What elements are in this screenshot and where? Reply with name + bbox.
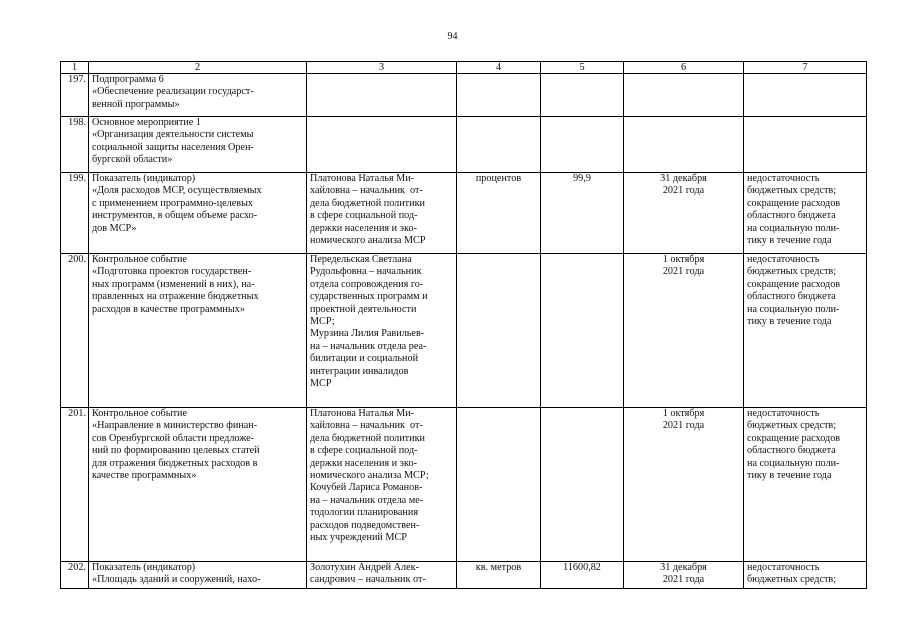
deadline-cell <box>624 117 744 173</box>
risk-line: недостаточность <box>747 254 820 265</box>
risks-cell <box>744 254 867 408</box>
risk-line: бюджетных средств; <box>747 185 837 197</box>
risk-line: тику в течение года <box>747 470 832 482</box>
responsible-line: дела бюджетной политики <box>310 432 425 444</box>
deadline-line: 2021 года <box>662 420 705 432</box>
unit-cell: кв. метров <box>457 562 541 589</box>
column-header: 1 <box>61 62 89 74</box>
responsible-line: номического анализа МСР <box>310 235 426 247</box>
responsible-line: ных учреждений МСР <box>310 532 407 544</box>
page-number: 94 <box>447 31 458 42</box>
event-line: с применением программно-целевых <box>92 197 254 209</box>
deadline-cell <box>624 562 744 589</box>
unit-cell <box>457 408 541 562</box>
column-header: 3 <box>307 62 457 74</box>
risk-line: сокращение расходов <box>747 197 841 209</box>
column-header: 7 <box>744 62 867 74</box>
risk-line: бюджетных средств; <box>747 420 837 432</box>
risk-line: областного бюджета <box>747 210 836 222</box>
value-cell <box>541 408 624 562</box>
table-row <box>61 254 867 408</box>
risks-cell <box>744 117 867 173</box>
table-row <box>61 74 867 117</box>
risk-line: на социальную поли- <box>747 303 840 315</box>
event-line: для отражения бюджетных расходов в <box>92 457 258 469</box>
risk-line: тику в течение года <box>747 235 832 247</box>
responsible-cell <box>307 408 457 562</box>
table-row <box>61 117 867 173</box>
value-cell: 99,9 <box>541 173 624 254</box>
event-line: «Направление в министерство финан- <box>92 420 258 432</box>
row-number: 198. <box>61 117 89 173</box>
event-line: ных программ (изменений в них), на- <box>92 278 255 290</box>
risk-line: недостаточность <box>747 408 820 419</box>
responsible-line: сандрович – начальник от- <box>310 574 426 586</box>
row-number: 197. <box>61 74 89 117</box>
responsible-line: билитации и социальной <box>310 353 419 365</box>
event-line: Показатель (индикатор) <box>92 173 196 184</box>
event-line: инструментов, в общем объеме расхо- <box>92 210 258 222</box>
event-cell <box>89 254 307 408</box>
event-line: Контрольное событие <box>92 408 187 419</box>
responsible-line: на – начальник отдела реа- <box>310 340 427 352</box>
event-line: «Подготовка проектов государствен- <box>92 266 252 278</box>
responsible-line: держки населения и эко- <box>310 457 417 469</box>
responsible-cell <box>307 173 457 254</box>
table-header-row <box>61 62 867 74</box>
risk-line: областного бюджета <box>747 445 836 457</box>
responsible-line: в сфере социальной под- <box>310 210 418 222</box>
responsible-line: в сфере социальной под- <box>310 445 418 457</box>
table-row <box>61 562 867 589</box>
event-cell <box>89 562 307 589</box>
event-line: Подпрограмма 6 <box>92 74 164 85</box>
risks-cell <box>744 562 867 589</box>
event-line: венной программы» <box>92 98 180 110</box>
row-number: 201. <box>61 408 89 562</box>
table-row <box>61 408 867 562</box>
column-header: 4 <box>457 62 541 74</box>
risk-line: на социальную поли- <box>747 222 840 234</box>
responsible-line: хайловна – начальник от- <box>310 185 423 197</box>
deadline-line: 2021 года <box>662 266 705 278</box>
responsible-line: Передельская Светлана <box>310 254 412 265</box>
event-line: социальной защиты населения Орен- <box>92 141 254 153</box>
event-line: «Доля расходов МСР, осуществляемых <box>92 185 262 197</box>
row-number: 202. <box>61 562 89 589</box>
responsible-line: тодологии планирования <box>310 507 419 519</box>
deadline-cell <box>624 408 744 562</box>
unit-cell <box>457 254 541 408</box>
deadline-line: 31 декабря <box>660 173 707 184</box>
event-cell <box>89 173 307 254</box>
responsible-line: МСР <box>310 378 332 390</box>
responsible-line: на – начальник отдела ме- <box>310 494 424 506</box>
risk-line: на социальную поли- <box>747 457 840 469</box>
deadline-line: 2021 года <box>662 574 705 586</box>
risk-line: сокращение расходов <box>747 432 841 444</box>
responsible-line: хайловна – начальник от- <box>310 420 423 432</box>
deadline-line: 2021 года <box>662 185 705 197</box>
responsible-line: сударственных программ и <box>310 291 428 303</box>
responsible-line: интеграции инвалидов <box>310 365 409 377</box>
responsible-line: Платонова Наталья Ми- <box>310 408 415 419</box>
deadline-cell <box>624 173 744 254</box>
value-cell: 11600,82 <box>541 562 624 589</box>
responsible-line: держки населения и эко- <box>310 222 417 234</box>
column-header: 2 <box>89 62 307 74</box>
responsible-line: отдела сопровождения го- <box>310 278 424 290</box>
responsible-line: Мурзина Лилия Равильев- <box>310 328 425 340</box>
event-line: дов МСР» <box>92 222 137 234</box>
risk-line: бюджетных средств; <box>747 574 837 586</box>
responsible-cell <box>307 74 457 117</box>
event-cell <box>89 117 307 173</box>
deadline-line: 1 октября <box>662 408 705 419</box>
deadline-line: 1 октября <box>662 254 705 265</box>
event-line: «Обеспечение реализации государст- <box>92 86 254 98</box>
responsible-line: проектной деятельности <box>310 303 417 315</box>
risk-line: бюджетных средств; <box>747 266 837 278</box>
event-line: бургской области» <box>92 154 173 166</box>
event-cell <box>89 74 307 117</box>
risk-line: недостаточность <box>747 562 820 573</box>
responsible-cell <box>307 117 457 173</box>
event-line: правленных на отражение бюджетных <box>92 291 259 303</box>
event-line: качестве программных» <box>92 470 197 482</box>
row-number: 199. <box>61 173 89 254</box>
responsible-cell <box>307 562 457 589</box>
responsible-line: Кочубей Лариса Романов- <box>310 482 423 494</box>
deadline-cell <box>624 254 744 408</box>
responsible-line: расходов подведомствен- <box>310 519 420 531</box>
responsible-line: Платонова Наталья Ми- <box>310 173 415 184</box>
event-line: Показатель (индикатор) <box>92 562 196 573</box>
responsible-line: дела бюджетной политики <box>310 197 425 209</box>
risks-cell <box>744 173 867 254</box>
risk-line: областного бюджета <box>747 291 836 303</box>
event-line: сов Оренбургской области предложе- <box>92 432 255 444</box>
value-cell <box>541 254 624 408</box>
unit-cell <box>457 74 541 117</box>
value-cell <box>541 74 624 117</box>
risks-cell <box>744 74 867 117</box>
responsible-cell <box>307 254 457 408</box>
event-line: «Организация деятельности системы <box>92 129 254 141</box>
event-line: Контрольное событие <box>92 254 187 265</box>
risk-line: сокращение расходов <box>747 278 841 290</box>
responsible-line: МСР; <box>310 316 335 328</box>
responsible-line: Рудольфовна – начальник <box>310 266 422 278</box>
event-cell <box>89 408 307 562</box>
responsible-line: номического анализа МСР; <box>310 470 429 482</box>
row-number: 200. <box>61 254 89 408</box>
column-header: 5 <box>541 62 624 74</box>
table-row <box>61 173 867 254</box>
unit-cell <box>457 117 541 173</box>
event-line: «Площадь зданий и сооружений, нахо- <box>92 574 261 586</box>
unit-cell: процентов <box>457 173 541 254</box>
plan-table <box>60 61 867 589</box>
event-line: расходов в качестве программных» <box>92 303 245 315</box>
event-line: Основное мероприятие 1 <box>92 117 201 128</box>
column-header: 6 <box>624 62 744 74</box>
responsible-line: Золотухин Андрей Алек- <box>310 562 419 573</box>
risk-line: недостаточность <box>747 173 820 184</box>
risks-cell <box>744 408 867 562</box>
event-line: ний по формированию целевых статей <box>92 445 260 457</box>
risk-line: тику в течение года <box>747 316 832 328</box>
deadline-line: 31 декабря <box>660 562 707 573</box>
value-cell <box>541 117 624 173</box>
deadline-cell <box>624 74 744 117</box>
